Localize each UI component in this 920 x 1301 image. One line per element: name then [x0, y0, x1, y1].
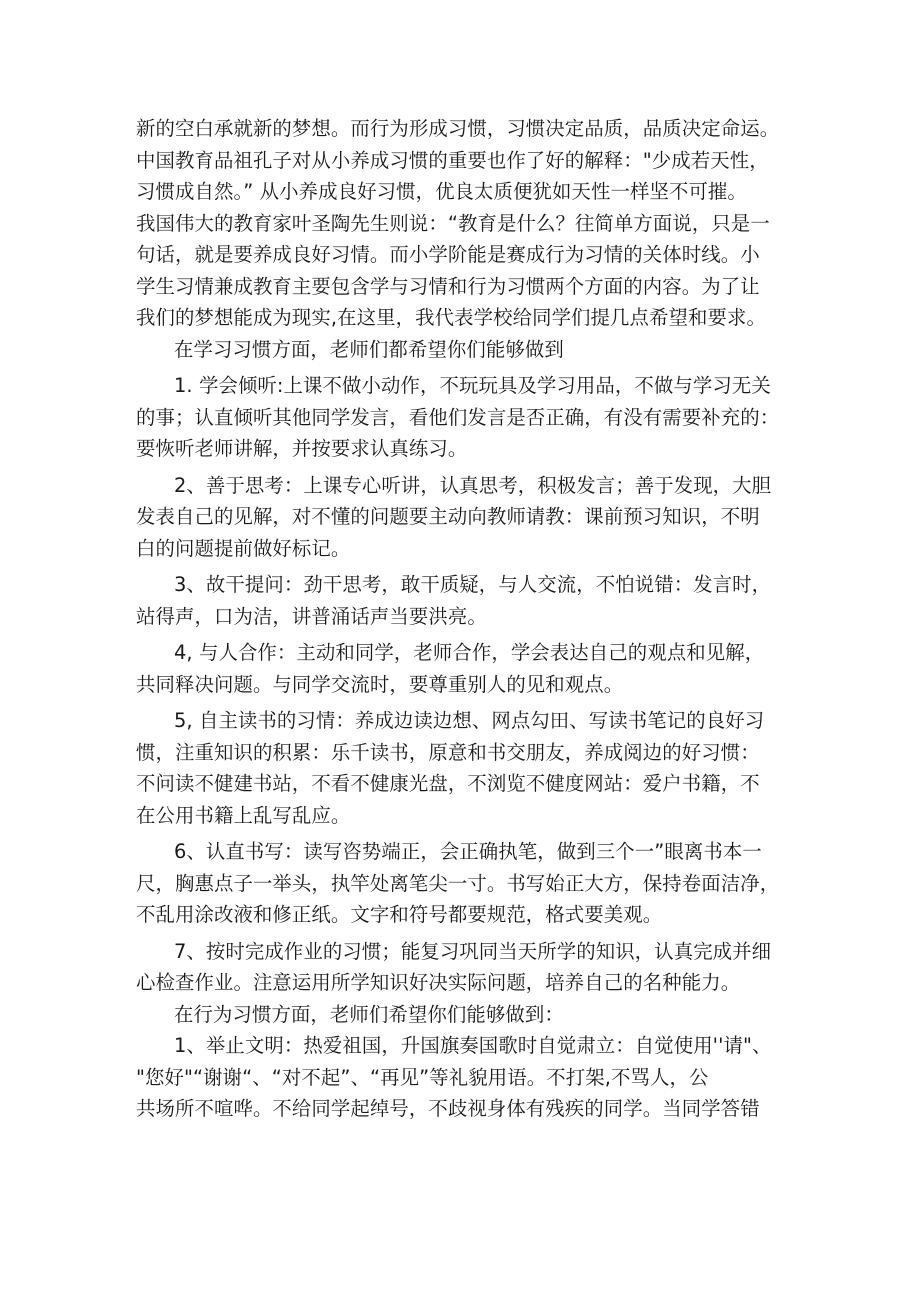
document-body: [136, 113, 796, 1125]
text-line: 我们的梦想能成为现实,在这里，我代表学校给同学们提几点希望和要求。: [136, 306, 766, 329]
text-line: 6、认直书写：读写咨势端正，会正确执笔，做到三个一”眼离书本一: [174, 840, 762, 863]
text-line: 我国伟大的教育家叶圣陶先生则说：“教育是什么？往简单方面说，只是一: [136, 211, 770, 235]
paragraph-item-6: [136, 836, 796, 931]
text-line: 新的空白承就新的梦想。而行为形成习惯，习惯决定品质，品质决定命运。: [136, 117, 780, 140]
section-heading-behavior-habits: [136, 999, 796, 1031]
text-line: 惯，注重知识的积累：乐千读书，原意和书交朋友，养成阅边的好习惯：: [136, 740, 760, 764]
paragraph-intro: [136, 113, 796, 334]
text-line: 发表自己的见解，对不懂的问题要主动向教师请教：课前预习知识，不明: [136, 505, 760, 528]
text-line: 4, 与人合作：主动和同学，老师合作，学会表达自己的观点和见解，: [174, 641, 765, 664]
text-line: 共同释决问题。与同学交流时，要尊重别人的见和观点。: [136, 672, 624, 696]
paragraph-item-1: [136, 370, 796, 465]
text-line: 句话，就是要养成良好习情。而小学阶能是赛成行为习情的关体时线。小: [136, 243, 760, 266]
text-line: 共场所不喧哗。不给同学起绰号，不歧视身体有残疾的同学。当同学答错: [136, 1097, 760, 1120]
text-line: 站得声，口为洁，讲普涌话声当要洪亮。: [136, 604, 487, 628]
text-line: 在行为习惯方面，老师们希望你们能够做到：: [174, 1002, 564, 1026]
text-line: 习惯成自然。” 从小养成良好习惯，优良太质便犹如天性一样坚不可摧。: [136, 180, 747, 203]
text-line: "您好"“谢谢“、“对不起”、“再见”等礼貌用语。不打架,不骂人，公: [136, 1065, 709, 1089]
text-line: 不问读不健建书站，不看不健康光盘，不浏览不健度网站：爱户书籍，不: [136, 772, 760, 795]
text-line: 5, 自主读书的习情：养成边读边想、网点勾田、写读书笔记的良好习: [174, 709, 765, 732]
paragraph-item-7: [136, 936, 796, 999]
section-heading-study-habits: [136, 334, 796, 366]
text-line: 2、善于思考：上课专心听讲，认真思考，积极发言；善于发现，大胆: [174, 473, 772, 497]
text-line: 的事；认直倾听其他同学发言，看他们发言是否正确，有没有需要补充的：: [136, 405, 780, 429]
text-line: 学生习情兼成教育主要包含学与习情和行为习惯两个方面的内容。为了让: [136, 274, 760, 298]
text-line: 在学习习惯方面，老师们都希望你们能够做到: [174, 337, 564, 361]
paragraph-item-2: [136, 470, 796, 565]
text-line: 要恢听老师讲解，并按要求认真练习。: [136, 437, 468, 460]
text-line: 心检查作业。注意运用所学知识好决实际问题，培养自己的名种能力。: [136, 971, 741, 994]
text-line: 3、故干提问：劲干思考，敢干质疑，与人交流，不怕说错：发言时，: [174, 573, 772, 596]
text-line: 1. 学会倾听:上课不做小动作，不玩玩具及学习用品，不做与学习无关: [174, 374, 771, 397]
paragraph-item-3: [136, 569, 796, 632]
paragraph-behavior-item-1: [136, 1030, 796, 1125]
text-line: 在公用书籍上乱写乱应。: [136, 803, 351, 827]
text-line: 7、按时完成作业的习惯；能复习巩同当天所学的知识，认真完成并细: [174, 939, 772, 963]
text-line: 白的问题提前做好标记。: [136, 536, 351, 560]
text-line: 尺，胸惠点子一举头，执竿处离笔尖一寸。书写始正大方，保持卷面洁净，: [136, 871, 780, 895]
paragraph-item-4: [136, 637, 796, 700]
text-line: 中国教育品祖孔子对从小养成习惯的重要也作了好的解释："少成若天性，: [136, 148, 769, 172]
text-line: 1、举止文明：热爱祖国，升国旗奏国歌时自觉肃立：自觉使用''请"、: [174, 1034, 772, 1057]
text-line: 不乱用涂改液和修正纸。文字和符号都要规范，格式要美观。: [136, 903, 663, 926]
paragraph-item-5: [136, 705, 796, 831]
